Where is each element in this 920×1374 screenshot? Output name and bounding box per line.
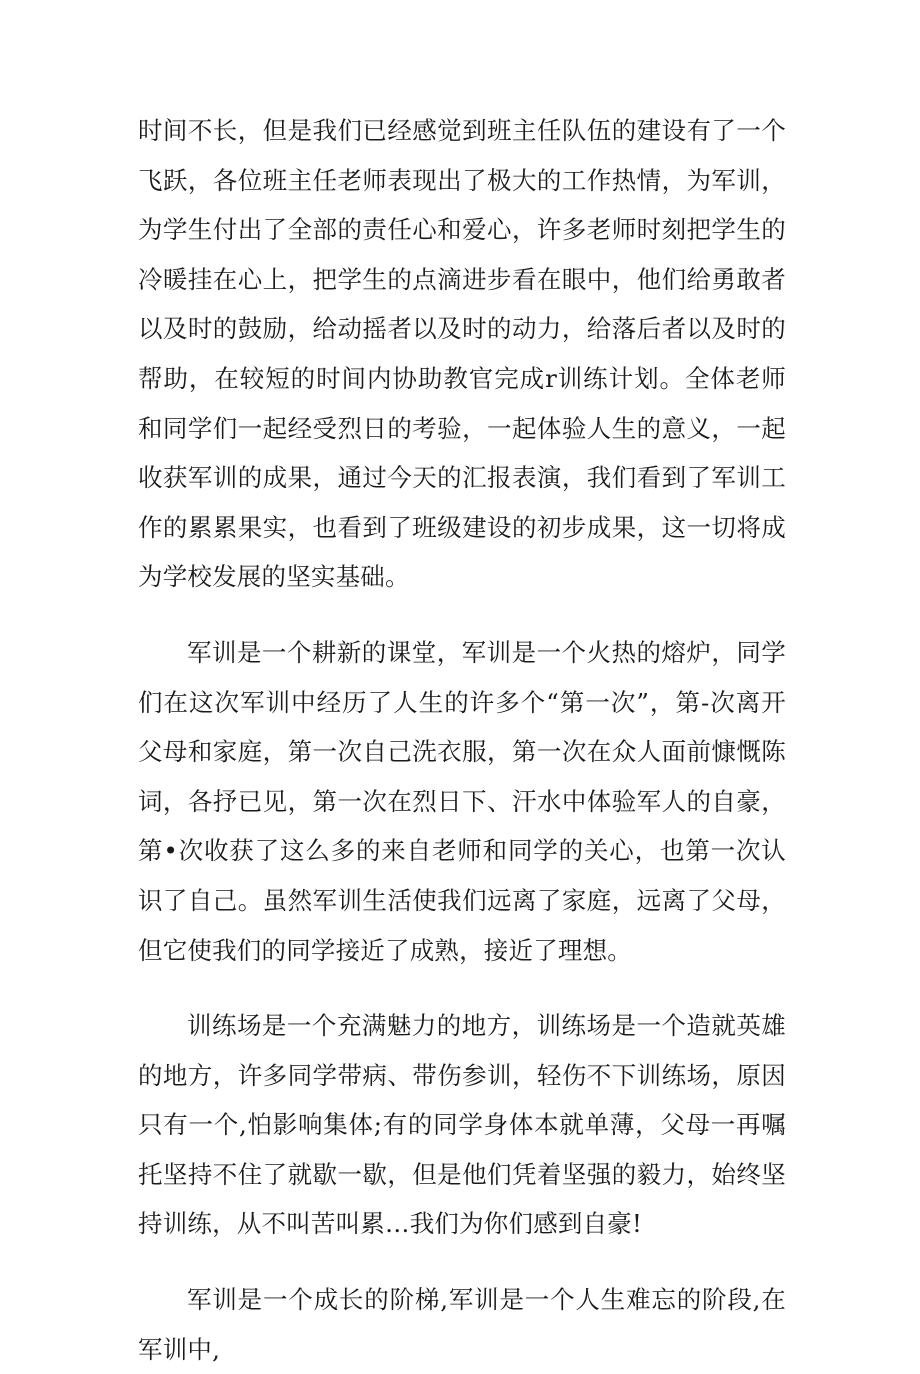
paragraph-4: 军训是一个成长的阶梯,军训是一个人生难忘的阶段,在军训中, xyxy=(138,1285,786,1364)
paragraph-3: 训练场是一个充满魅力的地方，训练场是一个造就英雄的地方，许多同学带病、带伤参训，轻伤不下训练场，原因只有一个,怕影响集体;有的同学身体本就单薄，父母一再嘱托坚持不住了就歇一歇，但是他们凭着坚强的毅力，始终坚持训练，从不叫苦叫累…我们为你们感到自豪! xyxy=(138,1011,786,1239)
paragraph-2: 军训是一个耕新的课堂，军训是一个火热的熔炉，同学们在这次军训中经历了人生的许多个“第一次”，第-次离开父母和家庭，第一次自己洗衣服，第一次在众人面前慷慨陈词，各抒已见，第一次在烈日下、汗水中体验军人的自豪，第•次收获了这么多的来自老师和同学的关心，也第一次认识了自己。虽然军训生活使我们远离了家庭，远离了父母，但它使我们的同学接近了成熟，接近了理想。 xyxy=(138,637,786,965)
paragraph-1: 时间不长，但是我们已经感觉到班主任队伍的建设有了一个飞跃，各位班主任老师表现出了极大的工作热情，为军训，为学生付出了全部的责任心和爱心，许多老师时刻把学生的冷暖挂在心上，把学生的点滴进步看在眼中，他们给勇敢者以及时的鼓励，给动摇者以及时的动力，给落后者以及时的帮助，在较短的时间内协助教官完成r训练计划。全体老师和同学们一起经受烈日的考验，一起体验人生的意义，一起收获军训的成果，通过今天的汇报表演，我们看到了军训工作的累累果实，也看到了班级建设的初步成果，这一切将成为学校发展的坚实基础。 xyxy=(138,116,786,592)
document-body xyxy=(138,106,786,1374)
